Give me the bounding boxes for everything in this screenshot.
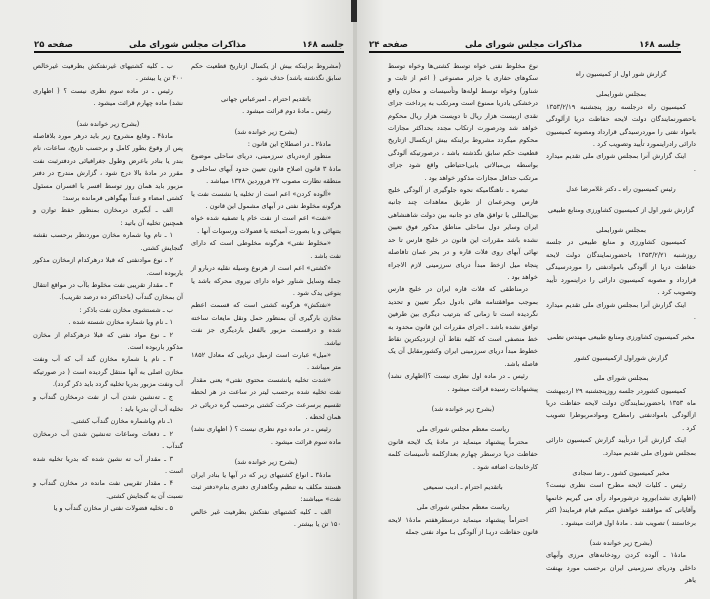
centered-line: گزارش شوراول ازکمیسیون کشور	[574, 353, 668, 362]
header-rule	[369, 51, 681, 53]
spacer	[546, 196, 696, 204]
paragraph: «میل» عبارت است ازمیل دریایی که معادل ۱۸۵۲ متر میباشد .	[191, 350, 341, 372]
paragraph: «شدت تخلیه یانشست محتوی نفتی» یعنی مقدار نفت تخلیه شده برحسب لیتر در ساعت در هر لحظه تقسیم برسرعت حرکت کشتی برحسب گره دریائی در همان لحظه .	[191, 375, 341, 421]
paragraph: رئیس ـ در ماده سوم نظری نیست ؟ ( اظهاری نشد) ماده چهارم قرائت میشود .	[33, 86, 183, 108]
spacer	[546, 459, 696, 467]
paragraph: رئیس ـ در ماده اول نظری نیست ؟(اظهاری نشد) پیشنهادات رسیده قرائت میشود .	[388, 372, 538, 393]
session-number: صفحه ۲۴	[369, 40, 408, 50]
paragraph: ۱ ـ نام ویا شماره مخازن شسته شده .	[68, 318, 173, 327]
spacer	[546, 323, 696, 331]
centered-line: مخبر کمیسیون کشاورزی ومنابع طبیعی مهندس نظمی	[547, 333, 695, 342]
spacer	[546, 529, 696, 537]
centered-line: مخبر کمیسیون کشور ـ رضا سجادی	[572, 468, 670, 477]
paragraph: «نفتکش» هرگونه کشتی است که قسمت اعظم مخازن بارگیری آن بمنظور حمل ونقل مایعات ساخته شده و درقسمت مزبور بالفعل باردیگری جز نفت نباشد.	[191, 301, 341, 347]
paragraph: ۱ـ نام ویاشماره مخازن گندآب کشتی.	[71, 417, 173, 426]
centered-line: باتقدیم احترام ـ امیرعباس جهانی	[221, 94, 311, 103]
paragraph: کمیسیون کشوردر جلسه روزپنجشنبه ۲۹ اردیبهشت ماه ۱۳۵۳ باحضورنمایندگان دولت لایحه حفاظت دریا ازآلودگی باموادنفتی رامطرح وموادمربوطرا تصویب کرد .	[546, 386, 696, 432]
spacer	[388, 473, 538, 481]
spacer	[388, 415, 538, 423]
paragraph: کمیسیون راه درجلسه روز پنجشنبه ۱۳۵۳/۲/۱۹ باحضورنمایندگان دولت لایحه حفاظت دریا ازآلودگی بامواد نفتی را موردرسیدگی قرارداد ومصوبه کمیسیون دارائی رادراینمورد تأیید وتصویب کرد .	[546, 102, 696, 149]
right-page-right-column	[546, 60, 696, 587]
running-title: مذاکرات مجلس شورای ملی	[128, 40, 247, 50]
paragraph: ۳ ـ نام یا شماره مخازن گند آب که آب ونفت مخازن اصلی به آنها منتقل گردیده است ( در صورتیکه آب ونفت مزبور بدریا تخلیه گردد باید ذکر گردد).	[33, 355, 183, 389]
paragraph: «آلوده کردن» اعم است از تخلیه یا نشست نفت یا هرگونه مخلوط نفتی در آبهای مشمول این قانون .	[191, 189, 341, 211]
paragraph: الف ـ کلیه کشتیهای نفتکش بظرفیت غیر خالص ۱۵۰ تن یا بیشتر .	[191, 507, 341, 529]
centered-line: بمجلس شورای ملی	[593, 374, 649, 383]
paragraph: ۳ ـ مقدار تقریبی نفت مخلوط باآب در مواقع انتقال آن بمخازن گندآب (باحداکثر ده درصد تقریب).	[33, 280, 183, 302]
spacer	[546, 60, 696, 68]
paragraph: «مخلوط نفتی» هرگونه مخلوطی است که دارای نفت باشد .	[191, 239, 341, 260]
paragraph: الف ـ آبگیری درمخازن بمنظور حفظ توازن و همچنین تخلیه آن باتید :	[33, 206, 183, 227]
book-spine	[353, 0, 357, 599]
spine-shadow	[351, 0, 357, 22]
paragraph: کمیسیون کشاورزی و منابع طبیعی در جلسه روزشنبه ۱۳۵۳/۲/۲۱ باحضورنمایندگان دولت لایحه حفاظت دریا از آلودگی باموادنفتی را موردرسیدگی قرارداد و مصوبه کمیسیون دارائی را دراینمورد تأیید وتصویب کرد .	[546, 238, 696, 297]
paragraph: ۱ ـ نام ویا شماره مخازن موردنظر برحسب نقشه گنجایش کشتی.	[33, 231, 183, 252]
paragraph: ۲ ـ نوع موادنفتی که قبلا درهرکدام ازمخازن مذکور باربوده است.	[33, 256, 183, 277]
header-rule	[34, 51, 344, 53]
page-number: جلسه ۱۶۸	[302, 40, 344, 50]
paragraph: اینک گزارش آنرا درتأیید گزارش کمیسیون دارائی بمجلس شورای ملی تقدیم میدارد.	[546, 436, 696, 457]
spacer	[388, 395, 538, 403]
paragraph: «کشتی» اعم است از هرنوع وسیله نقلیه دربارو از جمله وسایل شناور خواه دارای نیروی محرکه باشد یا بنوعی یدک شود .	[191, 264, 341, 297]
paragraph: مادهٔ۱ ـ آلوده کردن رودخانه‌های مرزی وآبهای داخلی ودریای سرزمینی ایران برحسب مورد بهنفت یاهر	[546, 551, 696, 585]
paragraph: درمناطقی که فلات قاره ایران در خلیج فارس بموجب موافقتنامه هائی بادول دیگر تعیین و تحدید نگردیده است تا زمانی که بترتیب دیگری بین طرفین توافق نشده باشد ـ اجرای مقررات این قانون محدود به خط منصفی است که کلیه نقاط آن ازنزدیکترین نقاط خطوط مبدأ دریای سرزمینی ایران وکشورمقابل آن یک فاصله باشد.	[388, 285, 538, 368]
centered-line: ریاست معظم مجلس شورای ملی	[416, 425, 510, 434]
spacer	[33, 110, 183, 118]
centered-line: گزارش شور اول از کمیسیون کشاورزی ومنابع طبیعی	[547, 205, 695, 214]
paragraph: احتراماً پیشنهاد مینماید درسطرهفتم مادهٔ۱ لایحه قانون حفاظت دریـا از آلودگی بـا مواد نفتی جمله	[388, 515, 538, 537]
centered-line: ریاست معظم مجلس شورای ملی	[416, 503, 510, 512]
paragraph: ب ـ کلیه کشتیهای غیرنفتکش بظرفیت غیرخالص ۴۰۰ تن یا بیشتر .	[33, 62, 183, 83]
left-page-left-column	[33, 60, 183, 515]
centered-line: گزارش شور اول از کمیسیون راه	[575, 70, 667, 78]
paragraph: مادهٔ۳ ـ انواع کشتیهای زیر که در آبها یا بنادر ایران هستند مکلف به تنظیم ونگاهداری دفتری بنام«دفتر ثبت نفت» میباشند:	[191, 470, 341, 504]
centered-line: بمجلس شورایملی	[596, 226, 646, 235]
centered-line: رئیس کمیسیون راه ـ دکتر غلامرضا عدل	[566, 185, 676, 194]
paragraph: نوع مخلوط نفتی خواه توسط کشتی‌ها وخواه توسط سکوهای حفاری یا جزایر مصنوعی ( اعم از ثابت و شناور) وخواه توسط لوله‌ها وتأسیسات و مخازن واقع درخشکی یادریا ممنوع است ومرتکب به پرداخت جزای نقدی ازبیست هزار ریال تا دویست هزار ریال محکوم خواهد شد ودرصورت ارتکاب مجدد بحداکثر مجازات محکوم میگردد مشروط براینکه بیش ازیکسال ازتاریخ قطعیت حکم سابق نگذشته باشد ، درصورتیکه آلودگی بواسطه بی‌مبالاتی یابی‌احتیاطی واقع شود جزای مرتکب حداقل مجازات مذکور خواهد بود .	[388, 62, 538, 182]
paragraph: (مشروط براینکه بیش از یکسال ازتاریخ قطعیت حکم سابق نگذشته باشد) حذف شود .	[191, 62, 341, 83]
centered-line: (بشرح زیر خوانده شد)	[234, 458, 298, 467]
paragraph: ۴ ـ مقدار تقریبی نفت مانده در مخازن گندآب و نسبت آن به گنجایش کشتی.	[33, 479, 183, 500]
paragraph: رئیس ـ در ماده دوم نظری نیست ؟ ( اظهاری نشد) ماده سوم قرائت میشود .	[191, 425, 341, 446]
spacer	[191, 448, 341, 456]
spacer	[191, 118, 341, 126]
centered-line: باتقدیم احترام ـ ادیب سمیعی	[423, 483, 503, 491]
spacer	[388, 493, 538, 501]
running-title: مذاکرات مجلس شورای ملی	[464, 40, 583, 50]
paragraph: رئیس ـ مادهٔ دوم قرائت میشود .	[242, 107, 331, 116]
page-number: جلسه ۱۶۸	[639, 40, 681, 50]
paragraph: محترماً پیشنهاد مینماید در مادهٔ یک لایحه قانون حفاظت دریا درسطر چهارم بعدازکلمه تأسیسات کلمه کارخانجات اضافه شود .	[388, 437, 538, 471]
centered-line: (بشرح زیر خوانده شد)	[589, 539, 653, 547]
paragraph: ۲ ـ نوع مواد نفتی که قبلا درهرکدام از مخازن مذکور باربوده است.	[33, 330, 183, 351]
spacer	[546, 175, 696, 183]
paragraph: ب ـ شستشوی مخازن نفت باذکر :	[79, 305, 173, 314]
paragraph: «نفت» اعم است از نفت خام یا تصفیه شده خواه بتنهائی و یا بصورت آمیخته یا فضولات ورسوبات آنها .	[191, 214, 341, 235]
right-page	[355, 0, 710, 599]
paragraph: ج ـ ته‌نشین شدن آب از نفت درمخازن گندآب و تخلیه آب آن بدریا باید :	[33, 392, 183, 413]
centered-line: (بشرح زیر خوانده شد)	[431, 404, 495, 413]
centered-line: (بشرح زیر خوانده شد)	[234, 127, 298, 136]
spacer	[546, 344, 696, 352]
paragraph: مادهٔ۲ ـ در اصطلاح این قانون :	[247, 140, 331, 149]
paragraph: منظور ازه‌دریای سرزمینی، دریای ساحلی موضوع مادهٔ ۳ قانون اصلاح قانون تعیین حدود آبهای ساحلی و منطقه نظارت مصوب ۲۲ فروردین ۱۳۳۸ میباشد .	[191, 152, 342, 186]
paragraph: ۲ ـ دفعات وساعات ته‌نشین شدن آب درمخازن گندآب .	[33, 429, 183, 451]
spacer	[546, 216, 696, 224]
spacer	[546, 80, 696, 88]
centered-line: (بشرح زیر خوانده شد)	[76, 119, 140, 128]
right-page-left-column	[388, 60, 538, 539]
paragraph: ۵ ـ تخلیه فضولات نفتی از مخازن گندآب و یا	[53, 504, 173, 513]
paragraph: اینک گزارش آنرا بمجلس شورای ملی تقدیم میدارد .	[546, 152, 696, 173]
paragraph: اینک گزارش آنرا بمجلس شورای ملی تقدیم میدارد .	[546, 300, 696, 321]
spacer	[191, 85, 341, 93]
spacer	[546, 364, 696, 372]
left-page-header	[34, 36, 344, 50]
paragraph: ۳ ـ مقدار آب ته نشین شده که بدریا تخلیه شده است .	[33, 454, 183, 475]
paragraph: مادهٔ۴ ـ وقایع مشروح زیر باید درهر مورد بلافاصله پس از وقوع بطور کامل و برحسب تاریخ، ساعات، نام بندر یا بنادر باعرض وطول جغرافیائی دردفترثبت نفت مقرر در مادهٔ بالا درج شود ، گزارش مندرج در دفتر مزبور باید همان روز توسط افسر یا افسران مسئول کشتی امضاء و عنداً بهگواهی فرمانده برسد:	[33, 132, 183, 203]
left-page-right-column	[191, 60, 341, 531]
paragraph: رئیس ـ کلیات لایحه مطرح است نظری نیست؟ (اظهاری نشد)بورود درشورمواد رأی می گیریم خانمها وآقایانی که موافقند خواهش میکنم قیام فرمایند( اکثر برخاستند ) تصویب شد . مادهٔ اول قرائت میشود .	[546, 481, 696, 527]
paragraph: تبصره ـ تاهنگامیکه نحوه جلوگیری از آلودگی خلیج فارس وبحرعمان از طریق معاهدات چند جانبه بین‌المللی یا توافق های دو جانبه بین دولت شاهنشاهی ایران وسایر دول ساحلی مناطق مذکور فوق تعیین نشده باشد مقررات این قانون در خلیج فارس تا حد نهائی آبهای روی فلات قاره و در بحر عمان تافاصله پنجاه میل ازخط مبدأ دریای سرزمینی لازم الاجراء خواهد بود .	[388, 186, 538, 281]
centered-line: بمجلس شورایملی	[596, 90, 646, 99]
right-page-header	[369, 36, 681, 50]
session-number: صفحه ۲۵	[34, 40, 73, 50]
